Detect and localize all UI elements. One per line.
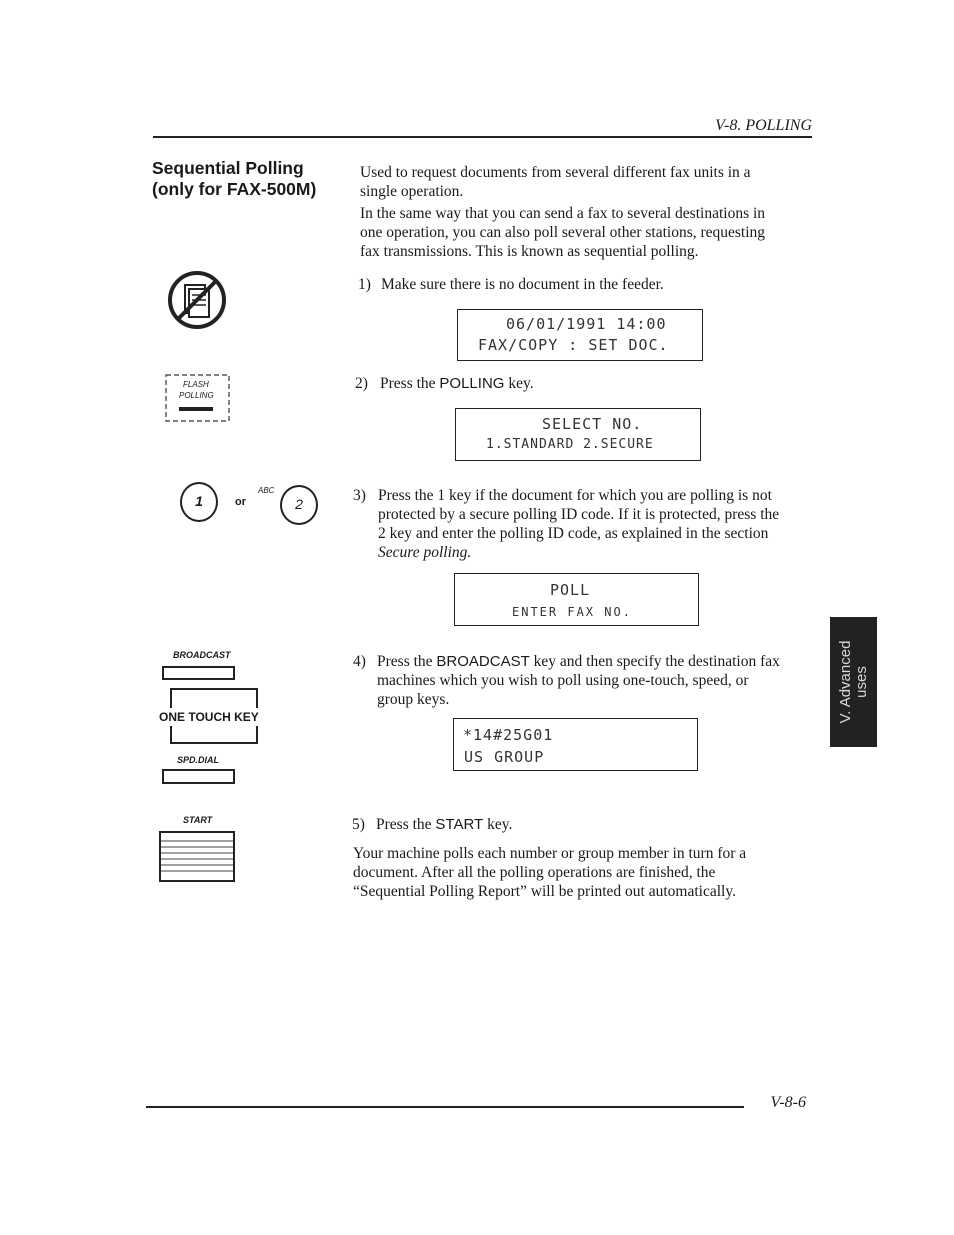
intro-line: In the same way that you can send a fax to several destinations in (360, 205, 766, 222)
intro-line: one operation, you can also poll several other stations, requesting (360, 224, 766, 241)
intro-line: Used to request documents from several different fax units in a (360, 164, 751, 181)
step-text: key. (504, 375, 534, 392)
conclusion-line: “Sequential Polling Report” will be printed out automatically. (353, 883, 736, 900)
abc-label: ABC (258, 486, 275, 495)
key-name-broadcast: BROADCAST (436, 653, 530, 670)
step-text: 2 key and enter the polling ID code, as explained in the section (378, 525, 769, 542)
step-1 (358, 275, 808, 295)
section-title-line2: (only for FAX-500M) (152, 179, 317, 199)
step-text-reference: Secure polling. (378, 544, 472, 561)
running-header: V-8. POLLING (715, 117, 812, 134)
step-number: 4) (353, 653, 366, 670)
lcd-line-1: SELECT NO. (542, 415, 643, 433)
key-2-button[interactable] (280, 485, 318, 525)
chapter-tab-line1: V. Advanced (836, 640, 854, 724)
lcd-display-1 (457, 309, 703, 361)
step-text: Press the 1 key if the document for which you are polling is not (378, 487, 772, 504)
step-5 (352, 815, 802, 835)
lcd-line-2: ENTER FAX NO. (512, 605, 632, 619)
conclusion-paragraph (353, 844, 808, 901)
polling-key[interactable] (165, 374, 231, 422)
step-number: 3) (353, 487, 366, 504)
header-rule (153, 136, 812, 138)
page-number: V-8-6 (770, 1094, 806, 1111)
step-3 (353, 486, 808, 566)
step-2 (355, 374, 805, 394)
key-1-label: 1 (195, 493, 203, 509)
key-1-button[interactable] (180, 482, 218, 522)
step-text: group keys. (377, 691, 450, 708)
footer-rule (146, 1106, 744, 1108)
step-text: key. (483, 816, 513, 833)
key-name-start: START (435, 816, 484, 833)
lcd-line-2: US GROUP (464, 748, 545, 766)
one-touch-label: ONE TOUCH KEY (159, 710, 259, 724)
conclusion-line: Your machine polls each number or group member in turn for a (353, 845, 747, 862)
section-title-line1: Sequential Polling (152, 158, 304, 178)
key-name-polling: POLLING (439, 375, 505, 392)
intro-line: fax transmissions. This is known as sequential polling. (360, 243, 699, 260)
no-document-icon (166, 269, 228, 331)
step-text: Make sure there is no document in the feeder. (381, 276, 664, 293)
broadcast-label: BROADCAST (173, 650, 231, 660)
step-text: Press the (377, 653, 437, 670)
chapter-tab (830, 617, 877, 747)
lcd-line-1: *14#25G01 (463, 726, 554, 744)
step-text: key and then specify the destination fax (529, 653, 780, 670)
step-number: 1) (358, 276, 371, 293)
or-label: or (235, 496, 246, 508)
step-text: protected by a secure polling ID code. If it is protected, press the (378, 506, 780, 523)
lcd-line-1: POLL (550, 581, 591, 599)
step-number: 5) (352, 816, 365, 833)
start-label: START (183, 815, 213, 825)
intro-line: single operation. (360, 183, 464, 200)
lcd-display-3 (454, 573, 699, 626)
conclusion-line: document. After all the polling operations are finished, the (353, 864, 716, 881)
lcd-line-2: 1.STANDARD 2.SECURE (486, 437, 654, 452)
start-key[interactable] (159, 831, 235, 882)
lcd-display-2 (455, 408, 701, 461)
intro-paragraph (360, 163, 815, 261)
lcd-display-4 (453, 718, 698, 771)
spd-dial-label: SPD.DIAL (177, 755, 220, 765)
spd-dial-key[interactable] (162, 769, 235, 784)
step-text: machines which you wish to poll using one-touch, speed, or (377, 672, 749, 689)
section-title (152, 158, 352, 200)
step-text: Press the (380, 375, 440, 392)
lcd-line-2: FAX/COPY : SET DOC. (478, 336, 669, 354)
key-2-label: 2 (295, 496, 303, 512)
broadcast-key[interactable] (162, 666, 235, 680)
step-number: 2) (355, 375, 368, 392)
flash-label: FLASH (183, 380, 209, 389)
step-4 (353, 652, 808, 712)
polling-label: POLLING (179, 391, 214, 400)
step-text: Press the (376, 816, 436, 833)
chapter-tab-line2: uses (852, 666, 870, 698)
lcd-line-1: 06/01/1991 14:00 (506, 315, 667, 333)
